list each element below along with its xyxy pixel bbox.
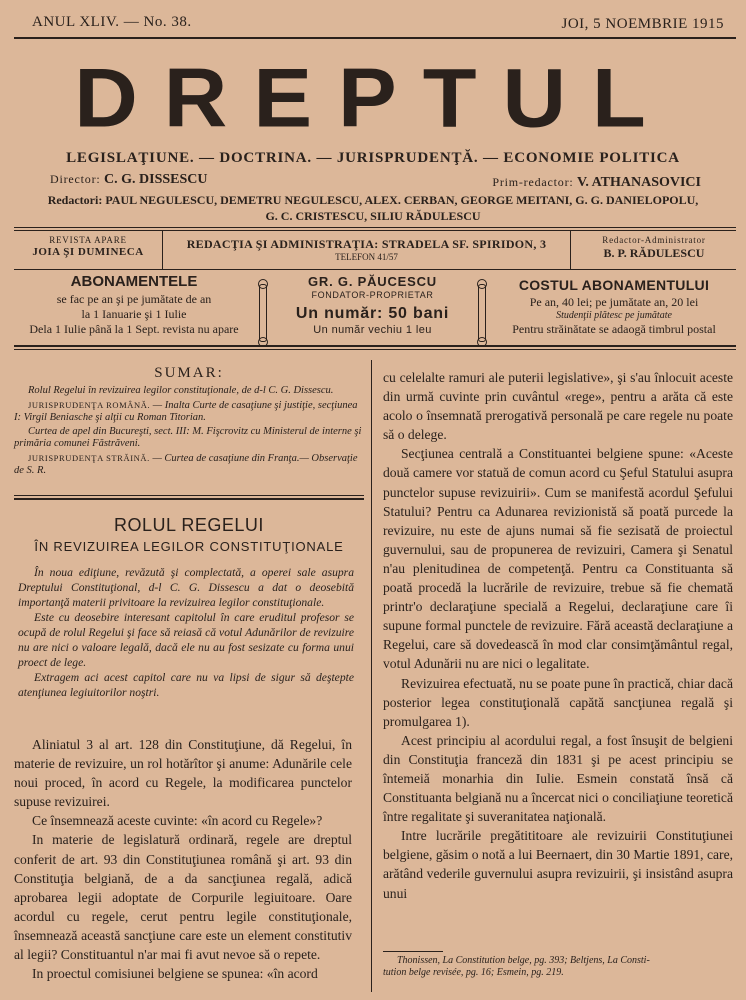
old-price-label: Un număr vechiu 1 leu — [313, 323, 432, 336]
info-rule-top — [14, 227, 736, 228]
summary-item-4-text: — Curtea de casaţiune din Franţa.— Observaţie de S. R. — [14, 453, 358, 476]
summary-rule — [14, 495, 364, 496]
top-rule — [14, 37, 736, 39]
masthead-title: DREPTUL — [74, 50, 672, 145]
summary-item-2-cap: JURISPRUDENŢA ROMÂNĂ. — [28, 400, 151, 410]
right-paragraph-3: Revizuirea efectuată, nu se poate pune în practică, chiar dacă posterior legea constituţională capătă sancţiunea regală şi promulgarea 1). — [383, 675, 733, 729]
summary-title: SUMAR: — [154, 365, 224, 381]
intro-paragraph-1: În noua ediţiune, revăzută şi complectată, a operei sale asupra Dreptului Constituţional, d-l C. G. Dissescu a dat o deosebită importanţă materii privitoare la revizuirea legilor constituţionale. — [18, 566, 354, 609]
editors-line-1: Redactori: PAUL NEGULESCU, DEMETRU NEGULESCU, ALEX. CERBAN, GEORGE MEITANI, G. G. DANIELOPOLU, — [47, 193, 699, 207]
director-line — [50, 172, 208, 188]
summary-list — [14, 385, 364, 477]
left-paragraph-1: Aliniatul 3 al art. 128 din Constituţiune, dă Regelui, în materie de revizuire, un rol hotărîtor şi anume: Adunările cele noui proced, în acord cu Regele, la modificarea punctelor supuse revizuirei. — [14, 737, 352, 810]
issue-number: ANUL XLIV. — No. 38. — [32, 14, 192, 30]
intro-paragraph-2: Este cu deosebire interesant capitolul în care eruditul profesor se ocupă de rolul Regelui şi face să reiasă că votul Adunărilor de revizuire nu are nici o valoare legală, dacă ele nu au fost sesizate cu forma unui proect de lege. — [18, 611, 354, 669]
cost-line-3: Pentru străinătate se adaogă timbrul postal — [512, 322, 716, 336]
ornament-left — [259, 284, 267, 342]
price-label: Un număr: 50 bani — [295, 304, 450, 322]
cost-line-1: Pe an, 40 lei; pe jumătate an, 20 lei — [529, 294, 699, 309]
article-subtitle: ÎN REVIZUIREA LEGILOR CONSTITUŢIONALE — [34, 539, 344, 554]
header-rule-bottom — [14, 345, 736, 347]
summary-item-1: Rolul Regelui în revizuirea legilor constituţionale, de d-l C. G. Dissescu. — [28, 385, 334, 396]
founder-role: FONDATOR-PROPRIETAR — [311, 290, 434, 301]
right-paragraph-5: Intre lucrările pregătititoare ale revizuirii Constituţiunei belgiene, găsim o notă a lui Beernaert, din 30 Martie 1891, care, arătând vederile guvernului asupra revizuirii, şi insistând asupra unui — [383, 828, 733, 901]
subscriptions-line-1: se fac pe an şi pe jumătate de an — [56, 291, 212, 306]
prim-label: Prim-redactor: — [492, 175, 574, 189]
director-label: Director: — [50, 172, 101, 186]
subscriptions-line-3: Dela 1 Iulie până la 1 Sept. revista nu apare — [29, 321, 239, 336]
appears-label: REVISTA APARE — [49, 235, 127, 245]
founder-cell — [270, 274, 475, 337]
article-intro — [18, 565, 354, 700]
footnote-line-1: Thonissen, La Constitution belge, pg. 393; Beltjens, La Consti- — [397, 955, 650, 966]
office-phone: TELEFON 41/57 — [335, 252, 398, 262]
admin-label: Redactor-Administrator — [602, 235, 706, 245]
summary-item-4-cap: JURISPRUDENŢA STRĂINĂ. — [28, 453, 150, 463]
prim-name: V. ATHANASOVICI — [577, 175, 701, 190]
summary-section — [14, 365, 364, 477]
footnote-line-2: tution belge revisée, pg. 16; Esmein, pg. 219. — [383, 967, 564, 978]
right-paragraph-4: Acest principiu al acordului regal, a fost însuşit de belgieni din Constituţia franceză din 1831 şi pe acest principiu se întemeiă monarhia din Iulie. Esmein constată însă că Constituanta belgiană nu a încercat nici o conciliaţiune teoretică între regalitate şi suveranitatea naţională. — [383, 732, 733, 825]
issue-date: JOI, 5 NOEMBRIE 1915 — [561, 16, 724, 32]
info-rule-bottom — [14, 269, 736, 270]
ornament-right — [478, 284, 486, 342]
right-paragraph-1: cu celelalte ramuri ale puterii legislative», şi s'au înlocuit aceste din urmă cuvinte prin cuvântul «rege», pentru a arăta că este acolo o însemnată prerogativă personală pe care regele nu poate să o delege. — [383, 370, 733, 443]
left-paragraph-3: In materie de legislatură ordinară, regele are dreptul conferit de art. 93 din Constituţiunea română şi art. 93 din Constituţia belgiană, de a da sancţiunea regală, adică aprobarea legii adoptate de Corpurile legiuitoare. Oare acordul cu regele, cerut pentru legile constituţionale, însemnează această sancţiune care este un element constitutiv al legii? Constituantul n'ar mai fi avut nevoe să o repete. — [14, 832, 352, 963]
left-paragraph-2: Ce însemnează aceste cuvinte: «în acord cu Regele»? — [32, 813, 323, 829]
appears-days: JOIA ŞI DUMINECA — [32, 246, 144, 259]
cost-title: COSTUL ABONAMENTULUI — [518, 277, 710, 293]
editors-line-2: G. C. CRISTESCU, SILIU RĂDULESCU — [265, 209, 481, 223]
subscription-cost — [490, 277, 738, 337]
summary-item-2 — [14, 399, 364, 424]
director-name: C. G. DISSESCU — [104, 172, 208, 187]
founder-name: GR. G. PĂUCESCU — [307, 274, 437, 289]
left-paragraph-4: In proectul comisiunei belgiene se spunea: «în acord — [32, 966, 318, 982]
footnote-rule — [383, 951, 443, 952]
cost-line-2: Studenţii plătesc pe jumătate — [556, 309, 672, 321]
masthead-subtitle: LEGISLAŢIUNE. — DOCTRINA. — JURISPRUDENŢĂ. — ECONOMIE POLITICA — [66, 150, 680, 166]
summary-item-4 — [14, 452, 364, 477]
article-title: ROLUL REGELUI — [114, 515, 264, 535]
column-divider — [371, 360, 372, 992]
subscriptions-title: ABONAMENTELE — [70, 273, 198, 290]
summary-item-3: Curtea de apel din Bucureşti, sect. III: M. Fişcrovitz cu Ministerul de interne şi primăria comunei Făstrăveni. — [14, 426, 362, 449]
right-paragraph-2: Secţiunea centrală a Constituantei belgiene spune: «Aceste două camere vor statuă de comun acord cu Şeful Statului asupra punctelor supuse revizuirii». Cum se manifestă acordul Şefului Statului? Pentru ca Adunarea revizionistă să poată purcede la revizuire, nu este de ajuns numai să fie sezisată de proiectul guvernului, sau de propunerea de revizuiri, Camera şi Senatul n'au plenitudinea de competenţă. Pentru ca Constituanta să poată procedă la lucrările de revizuire, trebue să fie chemată printr'o declaraţiune specială a Regelui, declaraţiune care îi supune formal punctele de revizuire. Fără această declaraţiune a Regelui, care să dovedească în mod clar consimţământul regal, votul Adunării nu are nici o legalitate. — [383, 446, 733, 672]
article-left-column — [14, 735, 352, 983]
header-rule-bottom-2 — [14, 349, 736, 350]
summary-rule-2 — [14, 498, 364, 500]
intro-paragraph-3: Extragem aci acest capitol care nu va lipsi de sigur să deştepte atenţiunea legiuitorilor noştri. — [18, 671, 354, 699]
office-cell — [163, 237, 570, 263]
info-rule-top-2 — [14, 230, 736, 231]
footnote — [383, 955, 733, 979]
subscriptions-left — [14, 273, 254, 337]
admin-name: B. P. RĂDULESCU — [603, 246, 705, 261]
office-address: REDACŢIA ŞI ADMINISTRAŢIA: STRADELA SF. SPIRIDON, 3 — [186, 237, 547, 251]
appears-cell — [14, 235, 162, 260]
admin-cell — [571, 235, 737, 261]
article-right-column — [383, 368, 733, 903]
prim-redactor-line — [492, 175, 701, 191]
summary-item-2-text: — Inalta Curte de casaţiune şi justiţie, secţiunea I: Virgil Beniasche şi alţii cu Roman Titorian. — [14, 400, 358, 423]
subscriptions-line-2: la 1 Ianuarie şi 1 Iulie — [81, 306, 187, 321]
